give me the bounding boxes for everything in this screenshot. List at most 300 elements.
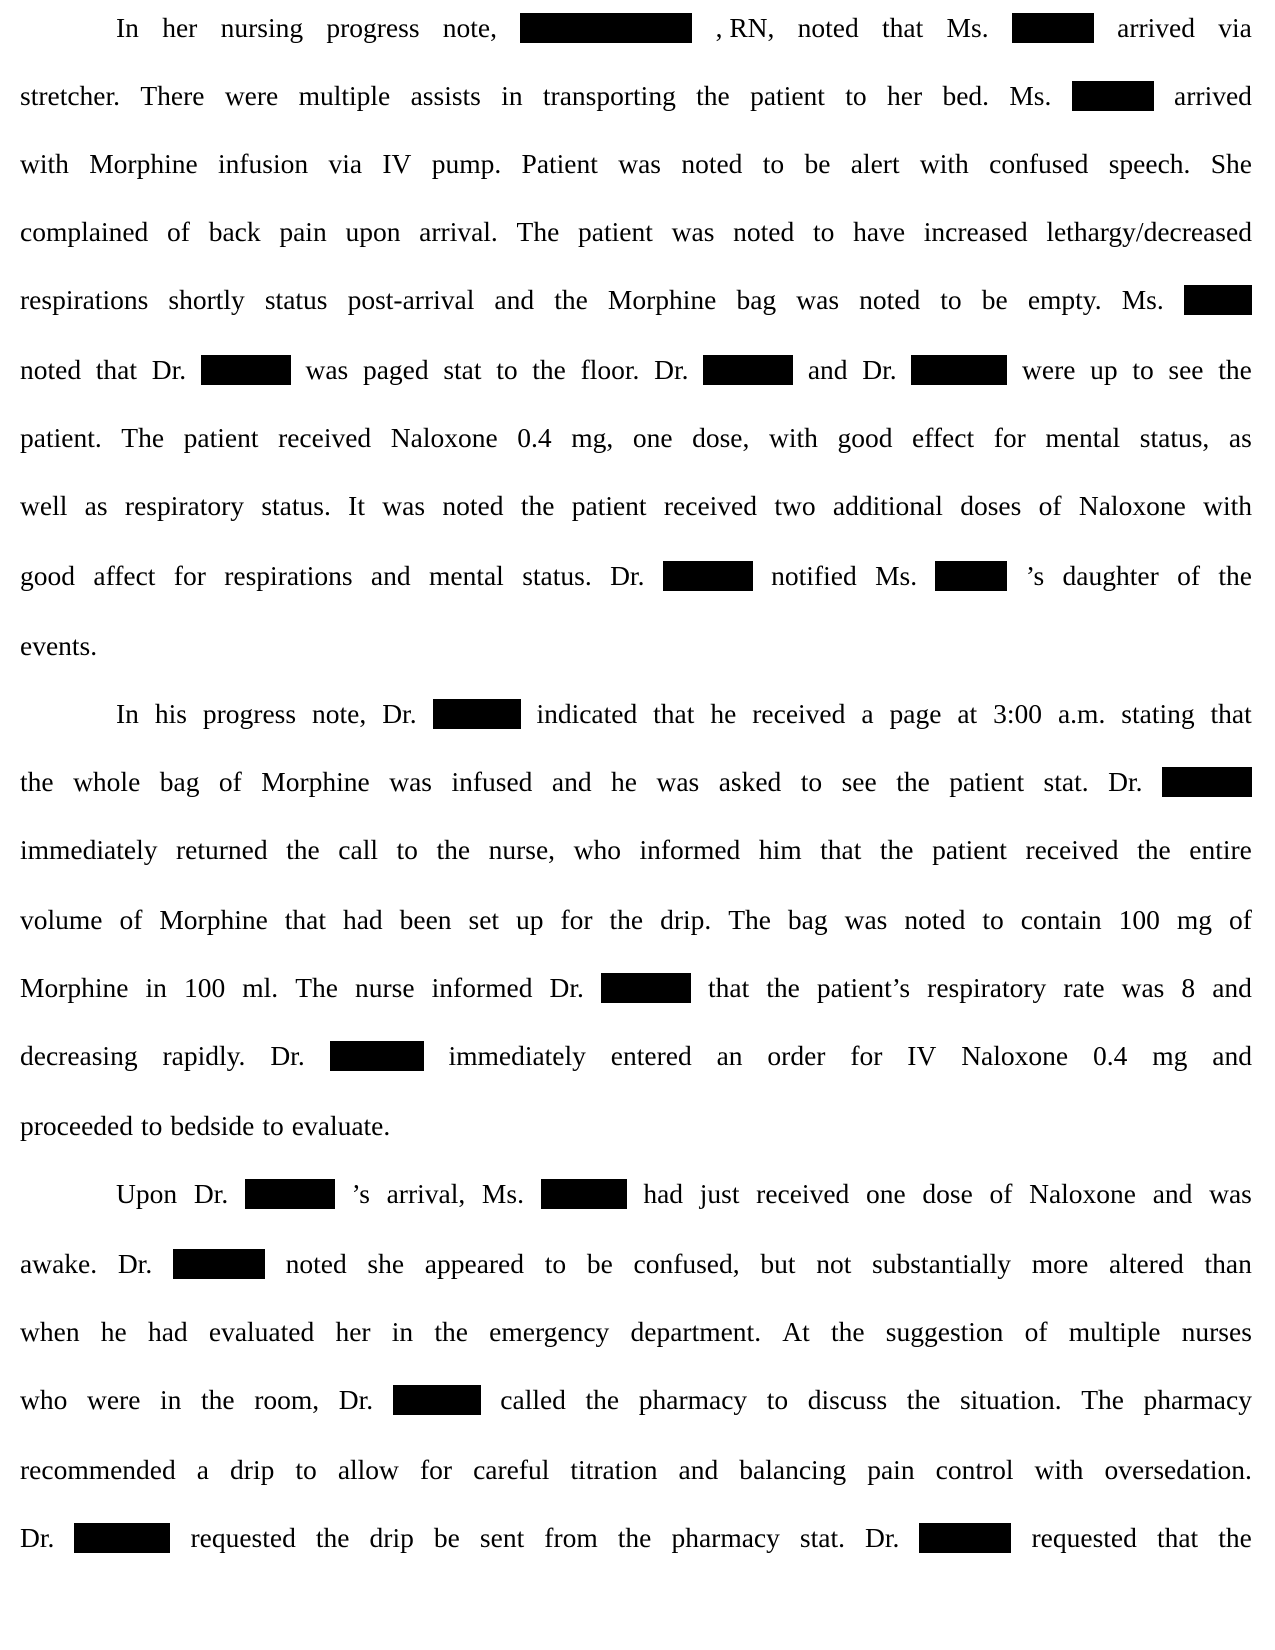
- word: but: [760, 1248, 796, 1279]
- redaction-box: [1012, 13, 1094, 43]
- word: of: [167, 216, 190, 247]
- word: more: [1031, 1248, 1089, 1279]
- word: post-arrival: [347, 284, 475, 315]
- word: was: [671, 216, 715, 247]
- word: transporting: [542, 80, 676, 111]
- word: 0.4: [517, 422, 552, 453]
- word: Dr.: [862, 354, 897, 385]
- word: patient.: [20, 422, 102, 453]
- word: Morphine: [261, 766, 370, 797]
- word: awake.: [20, 1248, 98, 1279]
- word: respiratory: [927, 972, 1047, 1003]
- word: was: [305, 354, 349, 385]
- word: to: [496, 354, 518, 385]
- word: mg: [1176, 904, 1212, 935]
- word: The: [728, 904, 771, 935]
- word: received: [278, 422, 372, 453]
- word: The: [121, 422, 165, 453]
- word: with: [1203, 490, 1252, 521]
- word: requested: [1031, 1522, 1137, 1553]
- word: the: [906, 1384, 941, 1415]
- word: were: [1022, 354, 1076, 385]
- word: drip: [230, 1454, 275, 1485]
- word: upon: [345, 216, 401, 247]
- word: via: [328, 148, 363, 179]
- text-line: [20, 762, 1252, 802]
- text-line: [20, 8, 1252, 48]
- word: careful: [473, 1454, 550, 1485]
- word: informed: [431, 972, 533, 1003]
- word: There: [140, 80, 205, 111]
- word: nursing: [220, 12, 304, 43]
- word: from: [544, 1522, 598, 1553]
- word: status.: [522, 560, 592, 591]
- redaction-box: [433, 699, 521, 729]
- word: Dr.: [1108, 766, 1143, 797]
- word: stretcher.: [20, 80, 121, 111]
- word: Dr.: [610, 560, 645, 591]
- word: and: [1212, 972, 1252, 1003]
- word: arrived: [1117, 12, 1195, 43]
- word: of: [119, 904, 143, 935]
- text-line: [20, 626, 1252, 666]
- word: patient: [949, 766, 1025, 797]
- word: status.: [261, 490, 331, 521]
- word: Naloxone: [390, 422, 498, 453]
- word: the: [554, 284, 588, 315]
- redaction-box: [393, 1385, 481, 1415]
- word: he: [611, 766, 637, 797]
- word: with: [919, 148, 969, 179]
- word: increased: [923, 216, 1028, 247]
- word: pharmacy: [638, 1384, 748, 1415]
- word: see: [1168, 354, 1204, 385]
- word: for: [993, 422, 1026, 453]
- word: the: [520, 490, 555, 521]
- word: note,: [312, 698, 367, 729]
- word: see: [841, 766, 877, 797]
- word: notified: [771, 560, 857, 591]
- word: respiratory: [124, 490, 245, 521]
- word: Dr.: [865, 1522, 900, 1553]
- word: to: [812, 216, 835, 247]
- word: sent: [479, 1522, 525, 1553]
- word: the: [286, 834, 320, 865]
- word: affect: [93, 560, 156, 591]
- word: Morphine: [89, 148, 198, 179]
- word: the: [20, 766, 54, 797]
- word: Naloxone: [961, 1040, 1069, 1071]
- word: and: [370, 560, 411, 591]
- redaction-box: [911, 355, 1007, 385]
- word: stat.: [1043, 766, 1089, 797]
- word: 8: [1181, 972, 1196, 1003]
- word: that: [1156, 1522, 1199, 1553]
- word: 3:00: [993, 698, 1043, 729]
- word: he: [710, 698, 737, 729]
- word: than: [1204, 1248, 1252, 1279]
- word: in: [501, 80, 523, 111]
- word: rapidly.: [162, 1040, 246, 1071]
- word: to: [1132, 354, 1154, 385]
- word: Ms.: [875, 560, 918, 591]
- word: the: [315, 1522, 350, 1553]
- word: via: [1218, 12, 1252, 43]
- word: arrived: [1174, 80, 1252, 111]
- word: The: [516, 216, 560, 247]
- word: titration: [570, 1454, 658, 1485]
- word: at: [957, 698, 978, 729]
- word: Upon: [116, 1178, 178, 1209]
- word: immediately: [448, 1040, 586, 1071]
- word: suggestion: [885, 1316, 1004, 1347]
- word: him: [758, 834, 802, 865]
- word: In: [116, 698, 139, 729]
- word: he: [100, 1316, 127, 1347]
- word: Dr.: [654, 354, 689, 385]
- word: balancing: [739, 1454, 847, 1485]
- word: the: [617, 1522, 652, 1553]
- word: she: [367, 1248, 405, 1279]
- word: immediately: [20, 834, 158, 865]
- word: substantially: [872, 1248, 1012, 1279]
- word: entered: [610, 1040, 692, 1071]
- word: doses: [960, 490, 1022, 521]
- word: bag: [736, 284, 777, 315]
- word: nurses: [1181, 1316, 1252, 1347]
- word: who: [573, 834, 621, 865]
- word: status,: [1139, 422, 1210, 453]
- word: It: [348, 490, 365, 521]
- word: for: [173, 560, 206, 591]
- word: indicated: [536, 698, 638, 729]
- redaction-box: [1162, 767, 1252, 797]
- word: bag: [787, 904, 828, 935]
- word: assists: [410, 80, 481, 111]
- word: entire: [1189, 834, 1252, 865]
- word: paged: [362, 354, 429, 385]
- word: drip.: [660, 904, 712, 935]
- word: empty.: [1027, 284, 1102, 315]
- word: mg,: [571, 422, 614, 453]
- word: rate: [1063, 972, 1105, 1003]
- word: lethargy/decreased: [1046, 216, 1252, 247]
- word: nurse,: [488, 834, 556, 865]
- word: 0.4: [1092, 1040, 1128, 1071]
- word: multiple: [1068, 1316, 1161, 1347]
- word: well: [20, 490, 68, 521]
- word: the: [830, 1316, 865, 1347]
- text-line: [20, 418, 1252, 458]
- word: and: [1212, 1040, 1252, 1071]
- word: stating: [1121, 698, 1195, 729]
- word: one: [632, 422, 673, 453]
- word: of: [1038, 490, 1062, 521]
- redaction-box: [601, 973, 691, 1003]
- word: the: [585, 1384, 620, 1415]
- word: Naloxone: [1029, 1178, 1137, 1209]
- word: The: [1081, 1384, 1124, 1415]
- word: progress: [202, 698, 297, 729]
- text-line: [20, 1312, 1252, 1352]
- redaction-box: [703, 355, 793, 385]
- word: pain: [867, 1454, 915, 1485]
- word: emergency: [489, 1316, 610, 1347]
- word: situation.: [959, 1384, 1062, 1415]
- word: and: [551, 766, 592, 797]
- text-line: [20, 1036, 1252, 1076]
- word: speech.: [1108, 148, 1191, 179]
- text-line: [20, 694, 1252, 734]
- text-line: [20, 1244, 1252, 1284]
- text-line: [20, 556, 1252, 596]
- redaction-box: [663, 561, 753, 591]
- redaction-box: [330, 1041, 424, 1071]
- redaction-box: [201, 355, 291, 385]
- word: nurse: [355, 972, 415, 1003]
- word: were: [86, 1384, 141, 1415]
- word: was: [1121, 972, 1165, 1003]
- word: her: [886, 80, 923, 111]
- word: mental: [428, 560, 504, 591]
- word: altered: [1108, 1248, 1184, 1279]
- redaction-box: [520, 13, 692, 43]
- word: the: [896, 766, 930, 797]
- word: alert: [850, 148, 900, 179]
- text-line: [20, 1106, 1252, 1146]
- word: Dr.: [549, 972, 584, 1003]
- word: stat: [443, 354, 482, 385]
- word: Dr.: [270, 1040, 305, 1071]
- word: complained: [20, 216, 149, 247]
- word: in: [160, 1384, 182, 1415]
- word: patient: [578, 216, 653, 247]
- word: dose: [922, 1178, 973, 1209]
- word: informed: [639, 834, 741, 865]
- word: that: [1210, 698, 1252, 729]
- word: arrival,: [386, 1178, 466, 1209]
- word: volume: [20, 904, 103, 935]
- word: page: [889, 698, 942, 729]
- word: one: [865, 1178, 906, 1209]
- word: good: [837, 422, 893, 453]
- word: noted: [681, 148, 743, 179]
- word: to: [762, 148, 785, 179]
- word: mg: [1152, 1040, 1188, 1071]
- word: that: [882, 12, 924, 43]
- word: have: [853, 216, 906, 247]
- word: the: [200, 1384, 235, 1415]
- word: that: [653, 698, 695, 729]
- word: status: [264, 284, 328, 315]
- word: to: [295, 1454, 317, 1485]
- word: decreasing: [20, 1040, 138, 1071]
- word: call: [338, 834, 378, 865]
- word: noted: [904, 904, 966, 935]
- word: the: [609, 904, 644, 935]
- word: was: [656, 766, 700, 797]
- word: Dr.: [117, 1248, 153, 1279]
- word: was: [796, 284, 840, 315]
- word: as: [84, 490, 108, 521]
- word: for: [419, 1454, 453, 1485]
- word: when: [20, 1316, 80, 1347]
- word: to: [982, 904, 1004, 935]
- redaction-box: [245, 1179, 335, 1209]
- text-line: [20, 900, 1252, 940]
- word: that: [95, 354, 138, 385]
- word: , RN,: [715, 12, 775, 43]
- word: 100: [183, 972, 226, 1003]
- word: that: [707, 972, 750, 1003]
- word: received: [663, 490, 758, 521]
- word: received: [1025, 834, 1119, 865]
- word: for: [850, 1040, 883, 1071]
- word: progress: [326, 12, 420, 43]
- word: IV: [907, 1040, 937, 1071]
- word: Dr.: [338, 1384, 374, 1415]
- word: to: [544, 1248, 567, 1279]
- word: Ms.: [946, 12, 989, 43]
- word: was: [382, 490, 426, 521]
- word: noted: [442, 490, 504, 521]
- word: contain: [1020, 904, 1102, 935]
- word: his: [154, 698, 187, 729]
- word: IV: [382, 148, 412, 179]
- word: effect: [912, 422, 975, 453]
- word: and: [807, 354, 848, 385]
- word: confused: [989, 148, 1089, 179]
- word: recommended: [20, 1454, 176, 1485]
- word: back: [208, 216, 261, 247]
- word: Ms.: [1009, 80, 1052, 111]
- word: The: [295, 972, 338, 1003]
- word: her: [335, 1316, 371, 1347]
- word: department.: [630, 1316, 762, 1347]
- word: proceeded: [20, 1110, 133, 1141]
- word: patient: [750, 80, 825, 111]
- word: bedside: [170, 1110, 255, 1141]
- word: respirations: [224, 560, 353, 591]
- word: was: [844, 904, 888, 935]
- word: was: [389, 766, 432, 797]
- text-line: [20, 350, 1252, 390]
- word: of: [1228, 904, 1252, 935]
- word: noted: [859, 284, 921, 315]
- word: the: [766, 972, 800, 1003]
- word: a: [196, 1454, 210, 1485]
- word: In: [116, 12, 139, 43]
- text-line: [20, 1174, 1252, 1214]
- word: to: [396, 834, 418, 865]
- word: for: [560, 904, 593, 935]
- word: set: [468, 904, 500, 935]
- word: was: [1209, 1178, 1252, 1209]
- word: Dr.: [20, 1522, 55, 1553]
- word: to: [800, 766, 823, 797]
- word: She: [1210, 148, 1252, 179]
- word: to: [845, 80, 867, 111]
- word: Morphine: [20, 972, 129, 1003]
- word: pain: [279, 216, 327, 247]
- word: infused: [451, 766, 533, 797]
- text-line: [20, 1380, 1252, 1420]
- word: control: [935, 1454, 1014, 1485]
- word: floor.: [580, 354, 640, 385]
- text-line: [20, 280, 1252, 320]
- word: received: [756, 1178, 850, 1209]
- word: drip: [369, 1522, 414, 1553]
- word: the: [532, 354, 566, 385]
- word: Morphine: [159, 904, 268, 935]
- text-line: [20, 144, 1252, 184]
- word: the: [696, 80, 730, 111]
- word: evaluate.: [291, 1110, 391, 1141]
- word: be: [981, 284, 1008, 315]
- word: that: [284, 904, 326, 935]
- word: with: [1034, 1454, 1084, 1485]
- word: not: [816, 1248, 852, 1279]
- word: a.m.: [1057, 698, 1106, 729]
- word: noted: [20, 354, 82, 385]
- word: to: [940, 284, 962, 315]
- word: the: [1218, 560, 1252, 591]
- word: evaluated: [208, 1316, 315, 1347]
- word: of: [989, 1178, 1013, 1209]
- text-line: [20, 968, 1252, 1008]
- redaction-box: [1184, 285, 1252, 315]
- text-line: [20, 830, 1252, 870]
- word: arrival.: [419, 216, 498, 247]
- word: were: [224, 80, 279, 111]
- word: requested: [190, 1522, 296, 1553]
- word: Dr.: [193, 1178, 229, 1209]
- word: as: [1228, 422, 1252, 453]
- text-line: [20, 486, 1252, 526]
- text-line: [20, 1518, 1252, 1558]
- word: her: [162, 12, 198, 43]
- word: ’s: [351, 1178, 370, 1209]
- word: ’s: [1025, 560, 1045, 591]
- word: patient: [183, 422, 259, 453]
- redaction-box: [919, 1523, 1011, 1553]
- word: confused,: [633, 1248, 740, 1279]
- word: a: [861, 698, 874, 729]
- redaction-box: [1072, 81, 1154, 111]
- word: be: [586, 1248, 613, 1279]
- word: the: [434, 1316, 468, 1347]
- word: patient: [932, 834, 1007, 865]
- word: an: [716, 1040, 743, 1071]
- word: dose,: [692, 422, 750, 453]
- word: patient: [571, 490, 647, 521]
- word: Morphine: [607, 284, 717, 315]
- word: the: [1218, 1522, 1252, 1553]
- word: been: [399, 904, 452, 935]
- word: to: [766, 1384, 789, 1415]
- word: had: [342, 904, 383, 935]
- word: additional: [832, 490, 943, 521]
- word: just: [699, 1178, 740, 1209]
- word: noted: [797, 12, 859, 43]
- word: was: [618, 148, 662, 179]
- word: discuss: [807, 1384, 888, 1415]
- word: in: [145, 972, 167, 1003]
- redaction-box: [541, 1179, 627, 1209]
- word: bed.: [942, 80, 990, 111]
- word: and: [1152, 1178, 1193, 1209]
- word: to: [262, 1110, 284, 1141]
